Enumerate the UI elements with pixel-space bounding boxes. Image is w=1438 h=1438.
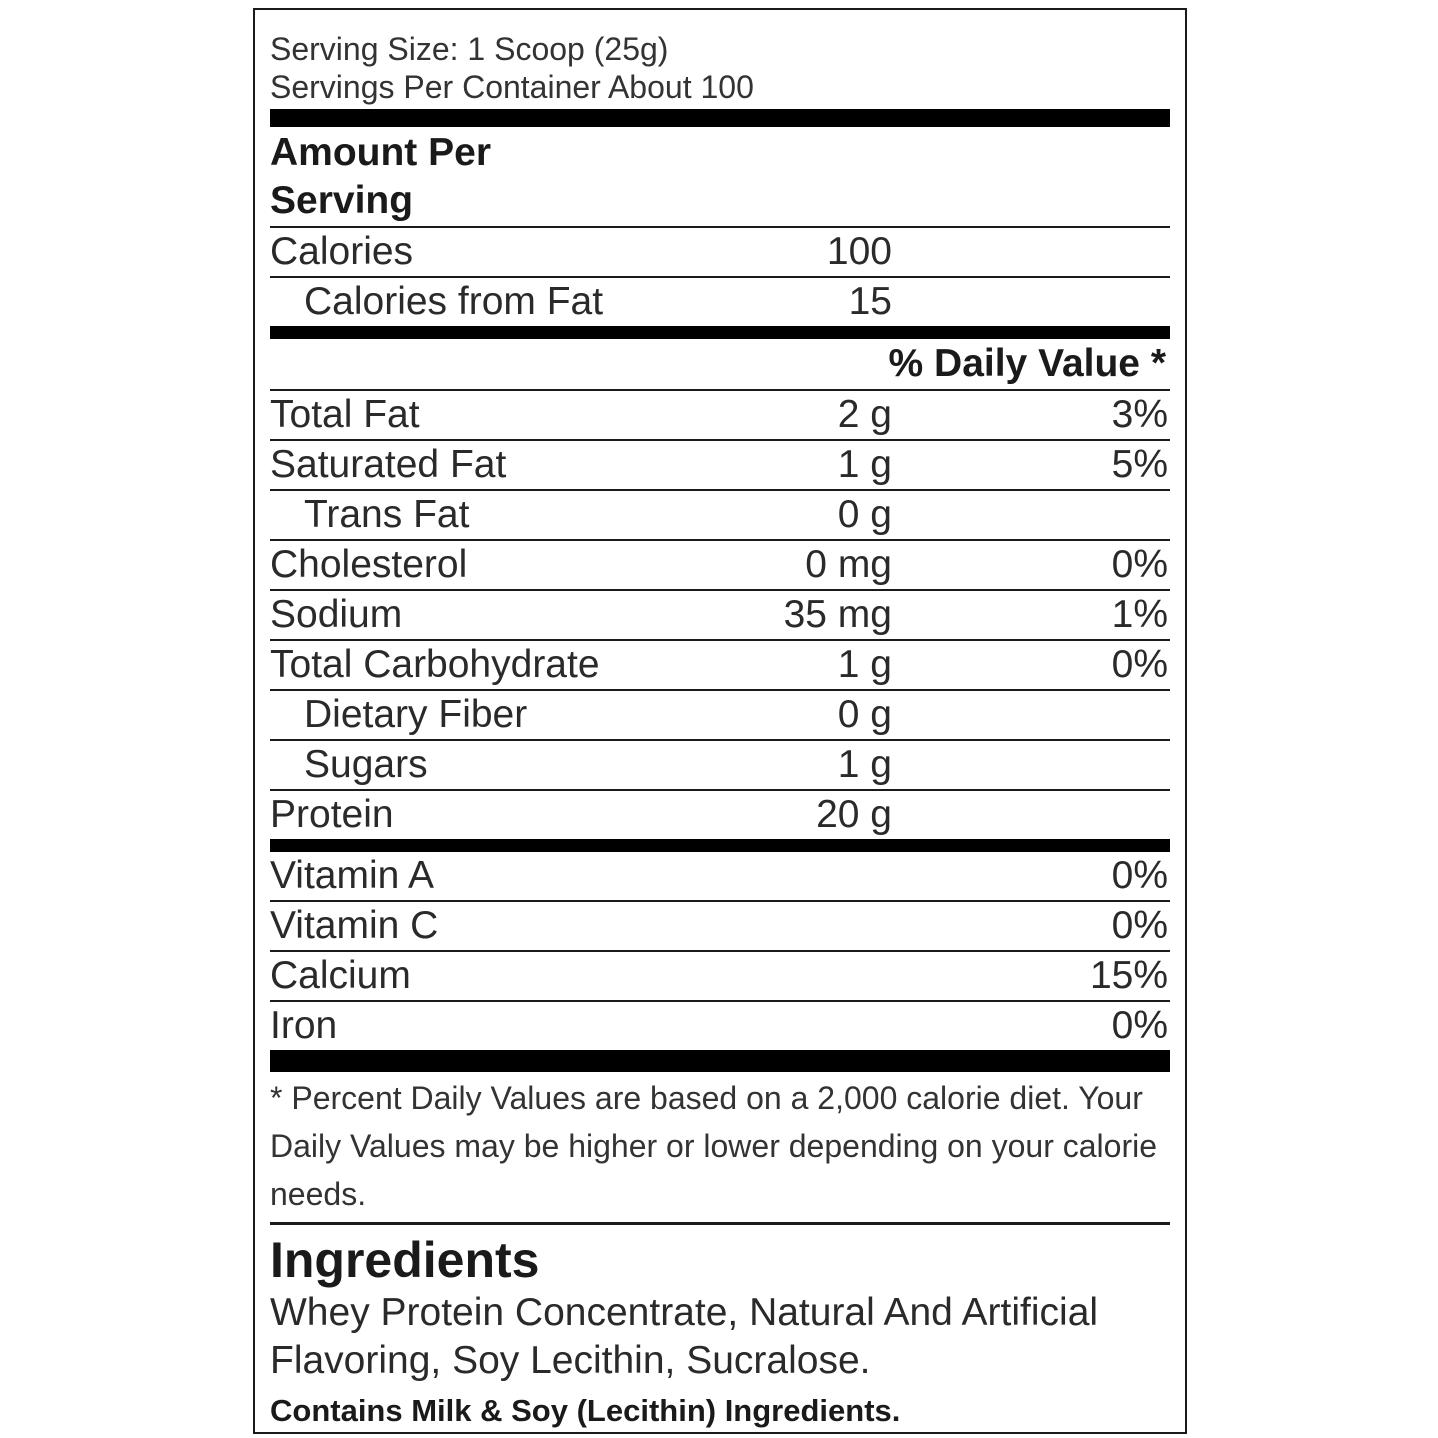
- nutrient-amount: 1 g: [837, 443, 892, 486]
- nutrient-daily-value: 3%: [1111, 393, 1168, 436]
- vitamin-name: Vitamin C: [270, 904, 439, 947]
- vitamin-daily-value: 0%: [1111, 904, 1168, 947]
- nutrient-name: Sodium: [270, 593, 403, 636]
- nutrient-row: [270, 591, 1170, 641]
- nutrient-amount: 1 g: [837, 743, 892, 786]
- vitamin-row: [270, 952, 1170, 1002]
- nutrient-amount: 0 g: [837, 493, 892, 536]
- nutrient-row: [270, 441, 1170, 491]
- servings-per-container: Servings Per Container About 100: [270, 69, 754, 105]
- calories-row: [270, 228, 1170, 278]
- nutrient-row: [270, 641, 1170, 691]
- allergen-statement: Contains Milk & Soy (Lecithin) Ingredients.: [270, 1393, 901, 1428]
- nutrient-name: Dietary Fiber: [304, 693, 528, 736]
- nutrient-row: [270, 791, 1170, 839]
- nutrient-daily-value: 0%: [1111, 543, 1168, 586]
- calories-from-fat-value: 15: [848, 280, 892, 323]
- nutrient-name: Saturated Fat: [270, 443, 507, 486]
- nutrient-daily-value: 1%: [1111, 593, 1168, 636]
- nutrient-amount: 0 mg: [805, 543, 892, 586]
- daily-value-footnote: * Percent Daily Values are based on a 2,000 calorie diet. Your Daily Values may be higher or lower depending on your calorie needs.: [270, 1072, 1170, 1225]
- medium-divider: [270, 326, 1170, 339]
- nutrient-amount: 0 g: [837, 693, 892, 736]
- thick-divider: [270, 109, 1170, 127]
- nutrient-amount: 20 g: [816, 793, 892, 836]
- calories-from-fat-label: Calories from Fat: [304, 280, 604, 323]
- ingredients-title: Ingredients: [270, 1232, 540, 1288]
- nutrient-daily-value: 0%: [1111, 643, 1168, 686]
- medium-divider-vitamins: [270, 839, 1170, 852]
- nutrient-list: [270, 391, 1170, 839]
- nutrient-name: Trans Fat: [304, 493, 470, 536]
- nutrient-row: [270, 541, 1170, 591]
- nutrient-name: Cholesterol: [270, 543, 468, 586]
- nutrition-facts-label: [253, 8, 1187, 1434]
- amount-per-serving-heading: [270, 127, 1170, 228]
- vitamin-daily-value: 0%: [1111, 854, 1168, 897]
- nutrient-amount: 35 mg: [783, 593, 892, 636]
- nutrient-row: [270, 391, 1170, 441]
- vitamin-name: Vitamin A: [270, 854, 435, 897]
- nutrient-name: Total Fat: [270, 393, 420, 436]
- vitamin-daily-value: 0%: [1111, 1004, 1168, 1047]
- calories-label: Calories: [270, 230, 414, 273]
- amount-per-serving-text: Amount Per Serving: [270, 131, 492, 222]
- calories-from-fat-row: [270, 278, 1170, 326]
- vitamin-row: [270, 852, 1170, 902]
- nutrient-daily-value: 5%: [1111, 443, 1168, 486]
- serving-size: Serving Size: 1 Scoop (25g): [270, 31, 669, 67]
- vitamin-row: [270, 902, 1170, 952]
- nutrient-name: Total Carbohydrate: [270, 643, 600, 686]
- nutrient-amount: 1 g: [837, 643, 892, 686]
- nutrient-name: Sugars: [304, 743, 428, 786]
- vitamin-daily-value: 15%: [1089, 954, 1168, 997]
- thick-divider-footer: [270, 1050, 1170, 1072]
- vitamin-name: Iron: [270, 1004, 338, 1047]
- vitamin-row: [270, 1002, 1170, 1050]
- nutrient-name: Protein: [270, 793, 394, 836]
- vitamin-name: Calcium: [270, 954, 411, 997]
- ingredients-text: Whey Protein Concentrate, Natural And Artificial Flavoring, Soy Lecithin, Sucralose.: [270, 1291, 1099, 1382]
- nutrient-row: [270, 491, 1170, 541]
- nutrient-amount: 2 g: [837, 393, 892, 436]
- vitamin-list: [270, 852, 1170, 1050]
- nutrient-row: [270, 691, 1170, 741]
- nutrient-row: [270, 741, 1170, 791]
- daily-value-header: % Daily Value *: [270, 339, 1170, 391]
- calories-value: 100: [826, 230, 892, 273]
